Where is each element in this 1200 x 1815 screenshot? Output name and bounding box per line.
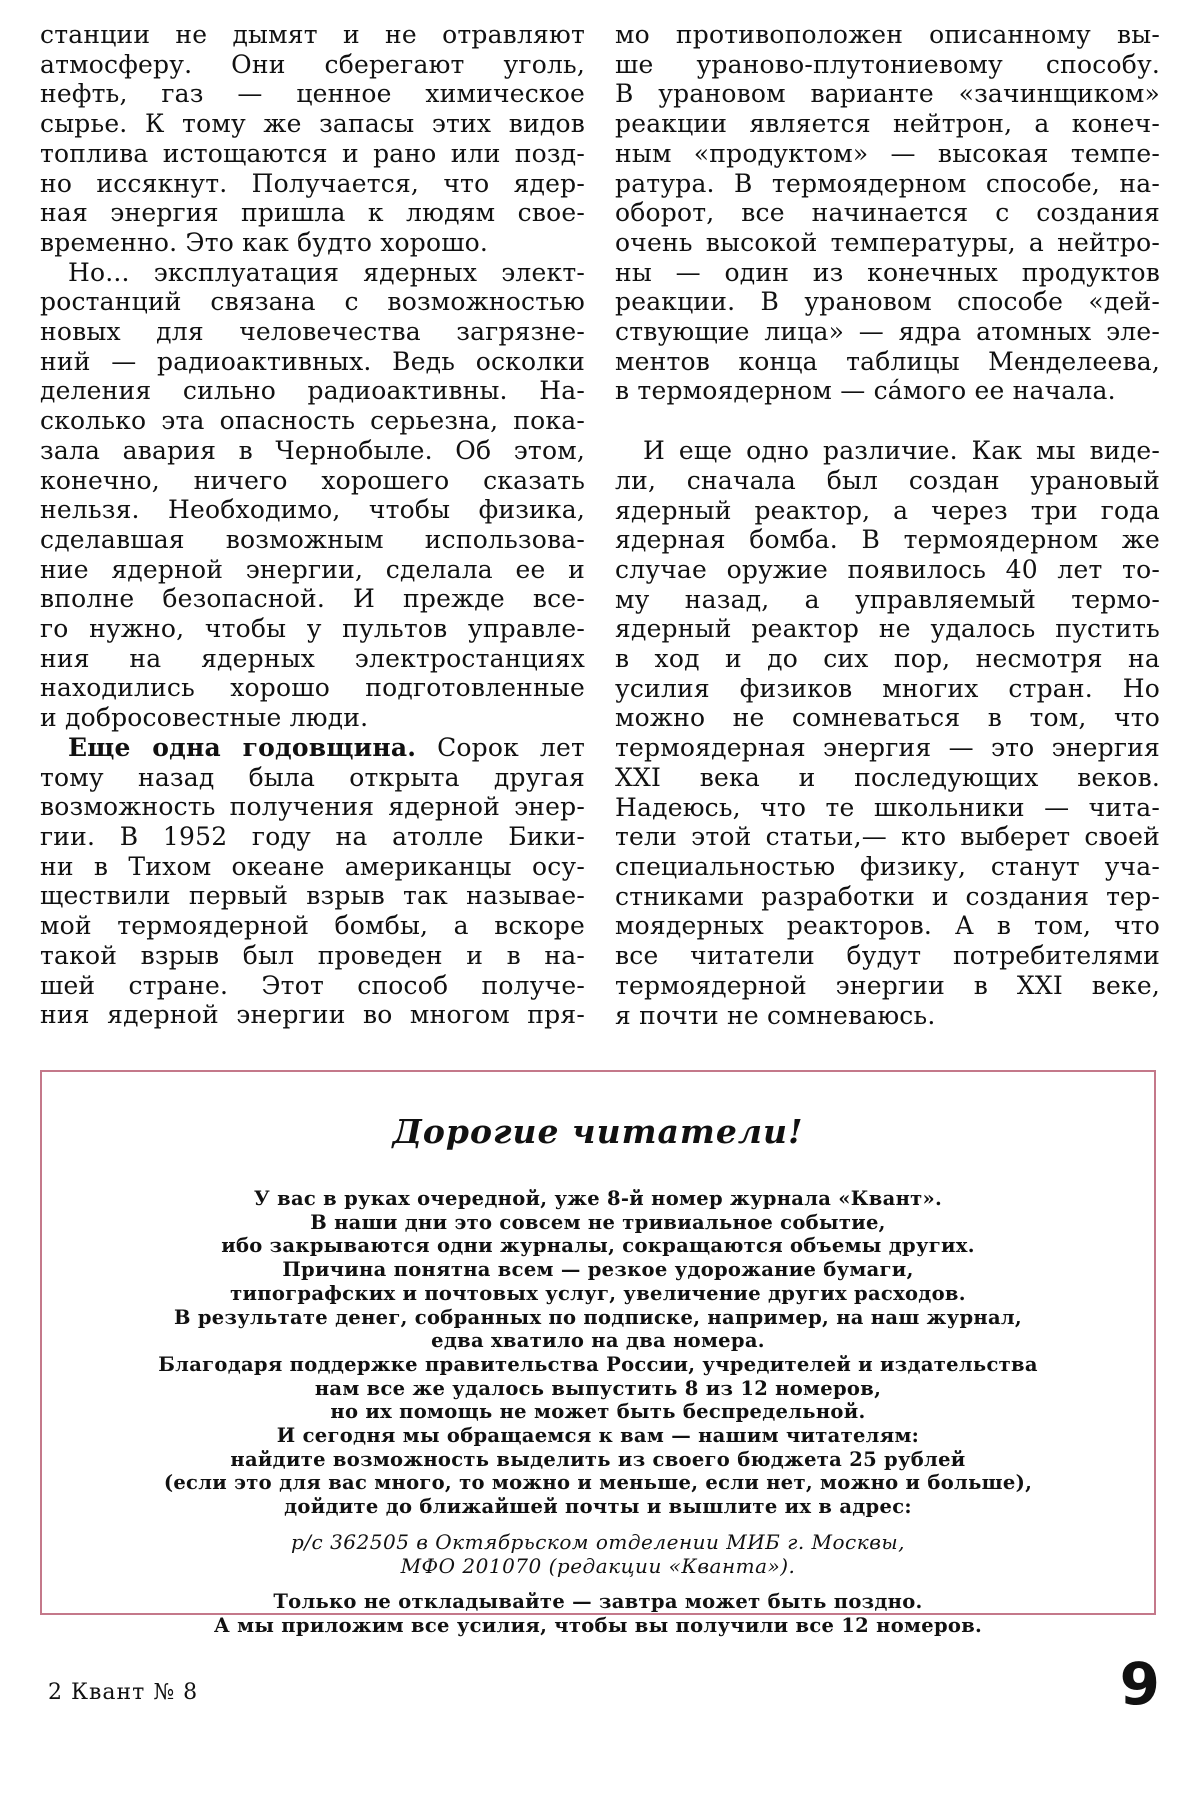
text-line: ядерный реактор не удалось пустить [615, 614, 1160, 644]
text-line: случае оружие появилось 40 лет то- [615, 554, 1160, 584]
text-line: ли, сначала был создан урановый [615, 465, 1160, 495]
text-line: ше ураново-плутониевому способу. [615, 49, 1160, 79]
text-line: оборот, все начинается с создания [615, 198, 1160, 228]
text-line: усилия физиков многих стран. Но [615, 673, 1160, 703]
notice-line: В результате денег, собранных по подписке, например, на наш журнал, [173, 1305, 1023, 1329]
text-line: деления сильно радиоактивны. На- [40, 376, 585, 406]
text-line: ны — один из конечных продуктов [615, 257, 1160, 287]
text-line: находились хорошо подготовленные [40, 673, 585, 703]
text-line: мо противоположен описанному вы- [615, 20, 1160, 49]
notice-line: У вас в руках очередной, уже 8-й номер журнала «Квант». [253, 1187, 943, 1210]
notice-line: МФО 201070 (редакции «Кванта»). [400, 1553, 796, 1578]
left-text-column [40, 20, 585, 1030]
text-line: тели этой статьи,— кто выберет своей [615, 822, 1160, 852]
text-line: мой термоядерной бомбы, а вскоре [40, 911, 585, 941]
text-line: ядерная бомба. В термоядерном же [615, 525, 1160, 555]
text-line: И еще одно различие. Как мы виде- [643, 436, 1160, 466]
text-line: шей стране. Этот способ получе- [40, 970, 585, 1000]
text-line: вполне безопасной. И прежде все- [40, 584, 585, 614]
notice-line: (если это для вас много, то можно и меньше, если нет, можно и больше), [163, 1471, 1033, 1495]
text-line: ратура. В термоядерном способе, на- [615, 168, 1160, 198]
notice-main-paragraph [42, 1187, 1154, 1519]
text-line: нефть, газ — ценное химическое [40, 79, 585, 109]
text-line: ная энергия пришла к людям свое- [40, 198, 585, 228]
notice-line: Благодаря поддержке правительства России, учредителей и издательства [158, 1352, 1038, 1376]
readers-notice-box [40, 1070, 1156, 1637]
paragraph-gap [615, 406, 1160, 436]
notice-line: найдите возможность выделить из своего бюджета 25 рублей [230, 1447, 966, 1471]
text-line: но иссякнут. Получается, что ядер- [40, 168, 585, 198]
text-line: го нужно, чтобы у пультов управле- [40, 614, 585, 644]
text-line: временно. Это как будто хорошо. [40, 227, 489, 257]
footer-signature: 2 Квант № 8 [48, 1680, 199, 1705]
notice-line: А мы приложим все усилия, чтобы вы получили все 12 номеров. [213, 1613, 983, 1637]
text-line: ствующие лица» — ядра атомных эле- [615, 317, 1160, 347]
text-line: сырье. К тому же запасы этих видов [40, 109, 585, 139]
notice-title: Дорогие читатели! [392, 1112, 804, 1151]
notice-line: нам все же удалось выпустить 8 из 12 номеров, [314, 1376, 882, 1400]
notice-line: Только не откладывайте — завтра может быть поздно. [273, 1590, 923, 1614]
text-line: топлива истощаются и рано или позд- [40, 138, 585, 168]
text-line: новых для человечества загрязне- [40, 317, 585, 347]
text-line: му назад, а управляемый термо- [615, 584, 1160, 614]
text-line: конечно, ничего хорошего сказать [40, 465, 585, 495]
text-line: XXI века и последующих веков. [615, 762, 1160, 792]
text-line: тому назад была открыта другая [40, 762, 585, 792]
text-line [40, 733, 585, 763]
text-line: атмосферу. Они сберегают уголь, [40, 49, 585, 79]
text-line: и добросовестные люди. [40, 703, 369, 733]
section-heading-run: Еще одна годовщина. [68, 732, 417, 762]
notice-line: В наши дни это совсем не тривиальное событие, [310, 1210, 886, 1234]
text-line: ядерный реактор, а через три года [615, 495, 1160, 525]
text-line: стниками разработки и создания тер- [615, 881, 1160, 911]
text-line: я почти не сомневаюсь. [615, 1000, 936, 1030]
text-line: такой взрыв был проведен и в на- [40, 940, 585, 970]
notice-body [42, 1187, 1154, 1638]
text-line: ния на ядерных электростанциях [40, 643, 585, 673]
text-line: все читатели будут потребителями [615, 941, 1160, 971]
text-line: ний — радиоактивных. Ведь осколки [40, 346, 585, 376]
text-line: ментов конца таблицы Менделеева, [615, 346, 1160, 376]
page-number: 9 [1119, 1650, 1160, 1718]
text-line: ние ядерной энергии, сделала ее и [40, 554, 585, 584]
text-line: реакции является нейтрон, а конеч- [615, 109, 1160, 139]
text-line: сделавшая возможным использова- [40, 524, 585, 554]
right-text-column [615, 20, 1160, 1030]
text-line: в термоядерном — сáмого ее начала. [615, 376, 1116, 406]
notice-line: типографских и почтовых услуг, увеличение других расходов. [230, 1281, 966, 1305]
text-line: ния ядерной энергии во многом пря- [40, 1000, 585, 1030]
text-line: сколько эта опасность серьезна, пока- [40, 406, 585, 436]
notice-line: но их помощь не может быть беспредельной. [330, 1400, 866, 1424]
text-line: ни в Тихом океане американцы осу- [40, 851, 585, 881]
text-line: термоядерной энергии в XXI веке, [615, 970, 1160, 1000]
text-line: станции не дымят и не отравляют [40, 20, 585, 49]
notice-line: едва хватило на два номера. [431, 1329, 765, 1353]
text-line: нельзя. Необходимо, чтобы физика, [40, 495, 585, 525]
text-line: моядерных реакторов. А в том, что [615, 911, 1160, 941]
text-line: возможность получения ядерной энер- [40, 792, 585, 822]
notice-account-details [42, 1531, 1154, 1578]
notice-line: ибо закрываются одни журналы, сокращаются объемы других. [221, 1234, 975, 1258]
notice-line: Причина понятна всем — резкое удорожание бумаги, [282, 1258, 914, 1282]
notice-closing-paragraph [42, 1590, 1154, 1637]
text-line: ным «продуктом» — высокая темпе- [615, 138, 1160, 168]
text-line: очень высокой температуры, а нейтро- [615, 227, 1160, 257]
text-line: Надеюсь, что те школьники — чита- [615, 792, 1160, 822]
text-line: реакции. В урановом способе «дей- [615, 287, 1160, 317]
text-line: зала авария в Чернобыле. Об этом, [40, 435, 585, 465]
text-run: Сорок лет [416, 732, 585, 762]
text-line: термоядерная энергия — это энергия [615, 733, 1160, 763]
notice-line: дойдите до ближайшей почты и вышлите их в адрес: [284, 1495, 912, 1519]
text-line: ществили первый взрыв так называе- [40, 881, 585, 911]
notice-line: р/с 362505 в Октябрьском отделении МИБ г. Москвы, [290, 1529, 905, 1554]
text-line: специальностью физику, станут уча- [615, 851, 1160, 881]
text-line: гии. В 1952 году на атолле Бики- [40, 821, 585, 851]
notice-line: И сегодня мы обращаемся к вам — нашим читателям: [276, 1424, 920, 1448]
text-line: В урановом варианте «зачинщиком» [615, 79, 1160, 109]
text-line: в ход и до сих пор, несмотря на [615, 644, 1160, 674]
text-line: Но... эксплуатация ядерных элект- [68, 257, 585, 287]
text-line: ростанций связана с возможностью [40, 287, 585, 317]
text-line: можно не сомневаться в том, что [615, 703, 1160, 733]
